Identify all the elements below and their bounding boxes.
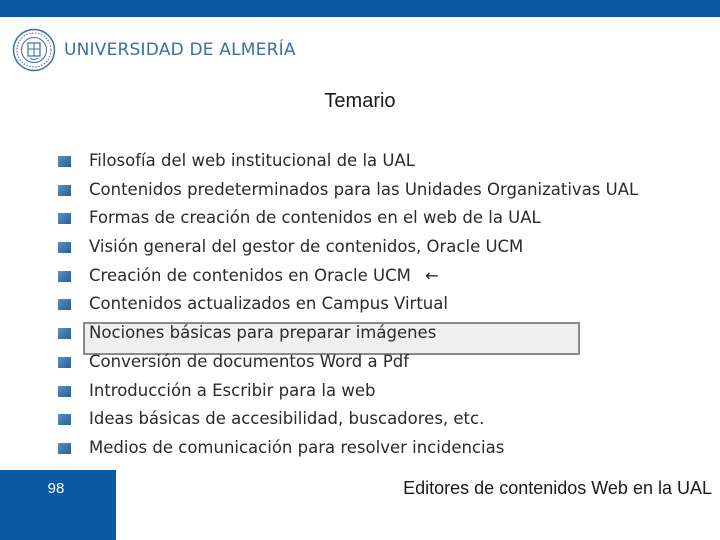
topic-label: Medios de comunicación para resolver incidencias bbox=[89, 437, 505, 457]
square-bullet-icon bbox=[58, 357, 71, 368]
footer-title: Editores de contenidos Web en la UAL bbox=[403, 478, 712, 498]
square-bullet-icon bbox=[58, 386, 71, 397]
university-seal-icon bbox=[12, 28, 56, 72]
topic-label-text: Creación de contenidos en Oracle UCM bbox=[89, 265, 411, 285]
square-bullet-icon bbox=[58, 271, 71, 282]
university-name: UNIVERSIDAD DE ALMERÍA bbox=[64, 40, 296, 60]
square-bullet-icon bbox=[58, 213, 71, 224]
square-bullet-icon bbox=[58, 328, 71, 339]
topic-label: Conversión de documentos Word a Pdf bbox=[89, 351, 410, 371]
left-arrow-icon: ← bbox=[424, 265, 439, 285]
topic-label-current bbox=[89, 266, 439, 286]
topic-label: Visión general del gestor de contenidos, Oracle UCM bbox=[89, 237, 524, 257]
topic-label: Ideas básicas de accesibilidad, buscadores, etc. bbox=[89, 409, 485, 429]
square-bullet-icon bbox=[58, 299, 71, 310]
topic-label: Contenidos predeterminados para las Unidades Organizativas UAL bbox=[89, 179, 639, 199]
square-bullet-icon bbox=[58, 443, 71, 454]
topic-label: Introducción a Escribir para la web bbox=[89, 380, 376, 400]
square-bullet-icon bbox=[58, 156, 71, 167]
slide-title: Temario bbox=[324, 90, 396, 112]
topic-label: Contenidos actualizados en Campus Virtual bbox=[89, 294, 448, 314]
topic-label: Formas de creación de contenidos en el web de la UAL bbox=[89, 208, 541, 228]
page-number: 98 bbox=[47, 480, 65, 497]
square-bullet-icon bbox=[58, 242, 71, 253]
square-bullet-icon bbox=[58, 414, 71, 425]
topic-label: Nociones básicas para preparar imágenes bbox=[89, 323, 437, 343]
topic-label: Filosofía del web institucional de la UAL bbox=[89, 151, 415, 170]
slide-title-row bbox=[0, 90, 720, 113]
square-bullet-icon bbox=[58, 185, 71, 196]
header-bar bbox=[0, 0, 720, 17]
